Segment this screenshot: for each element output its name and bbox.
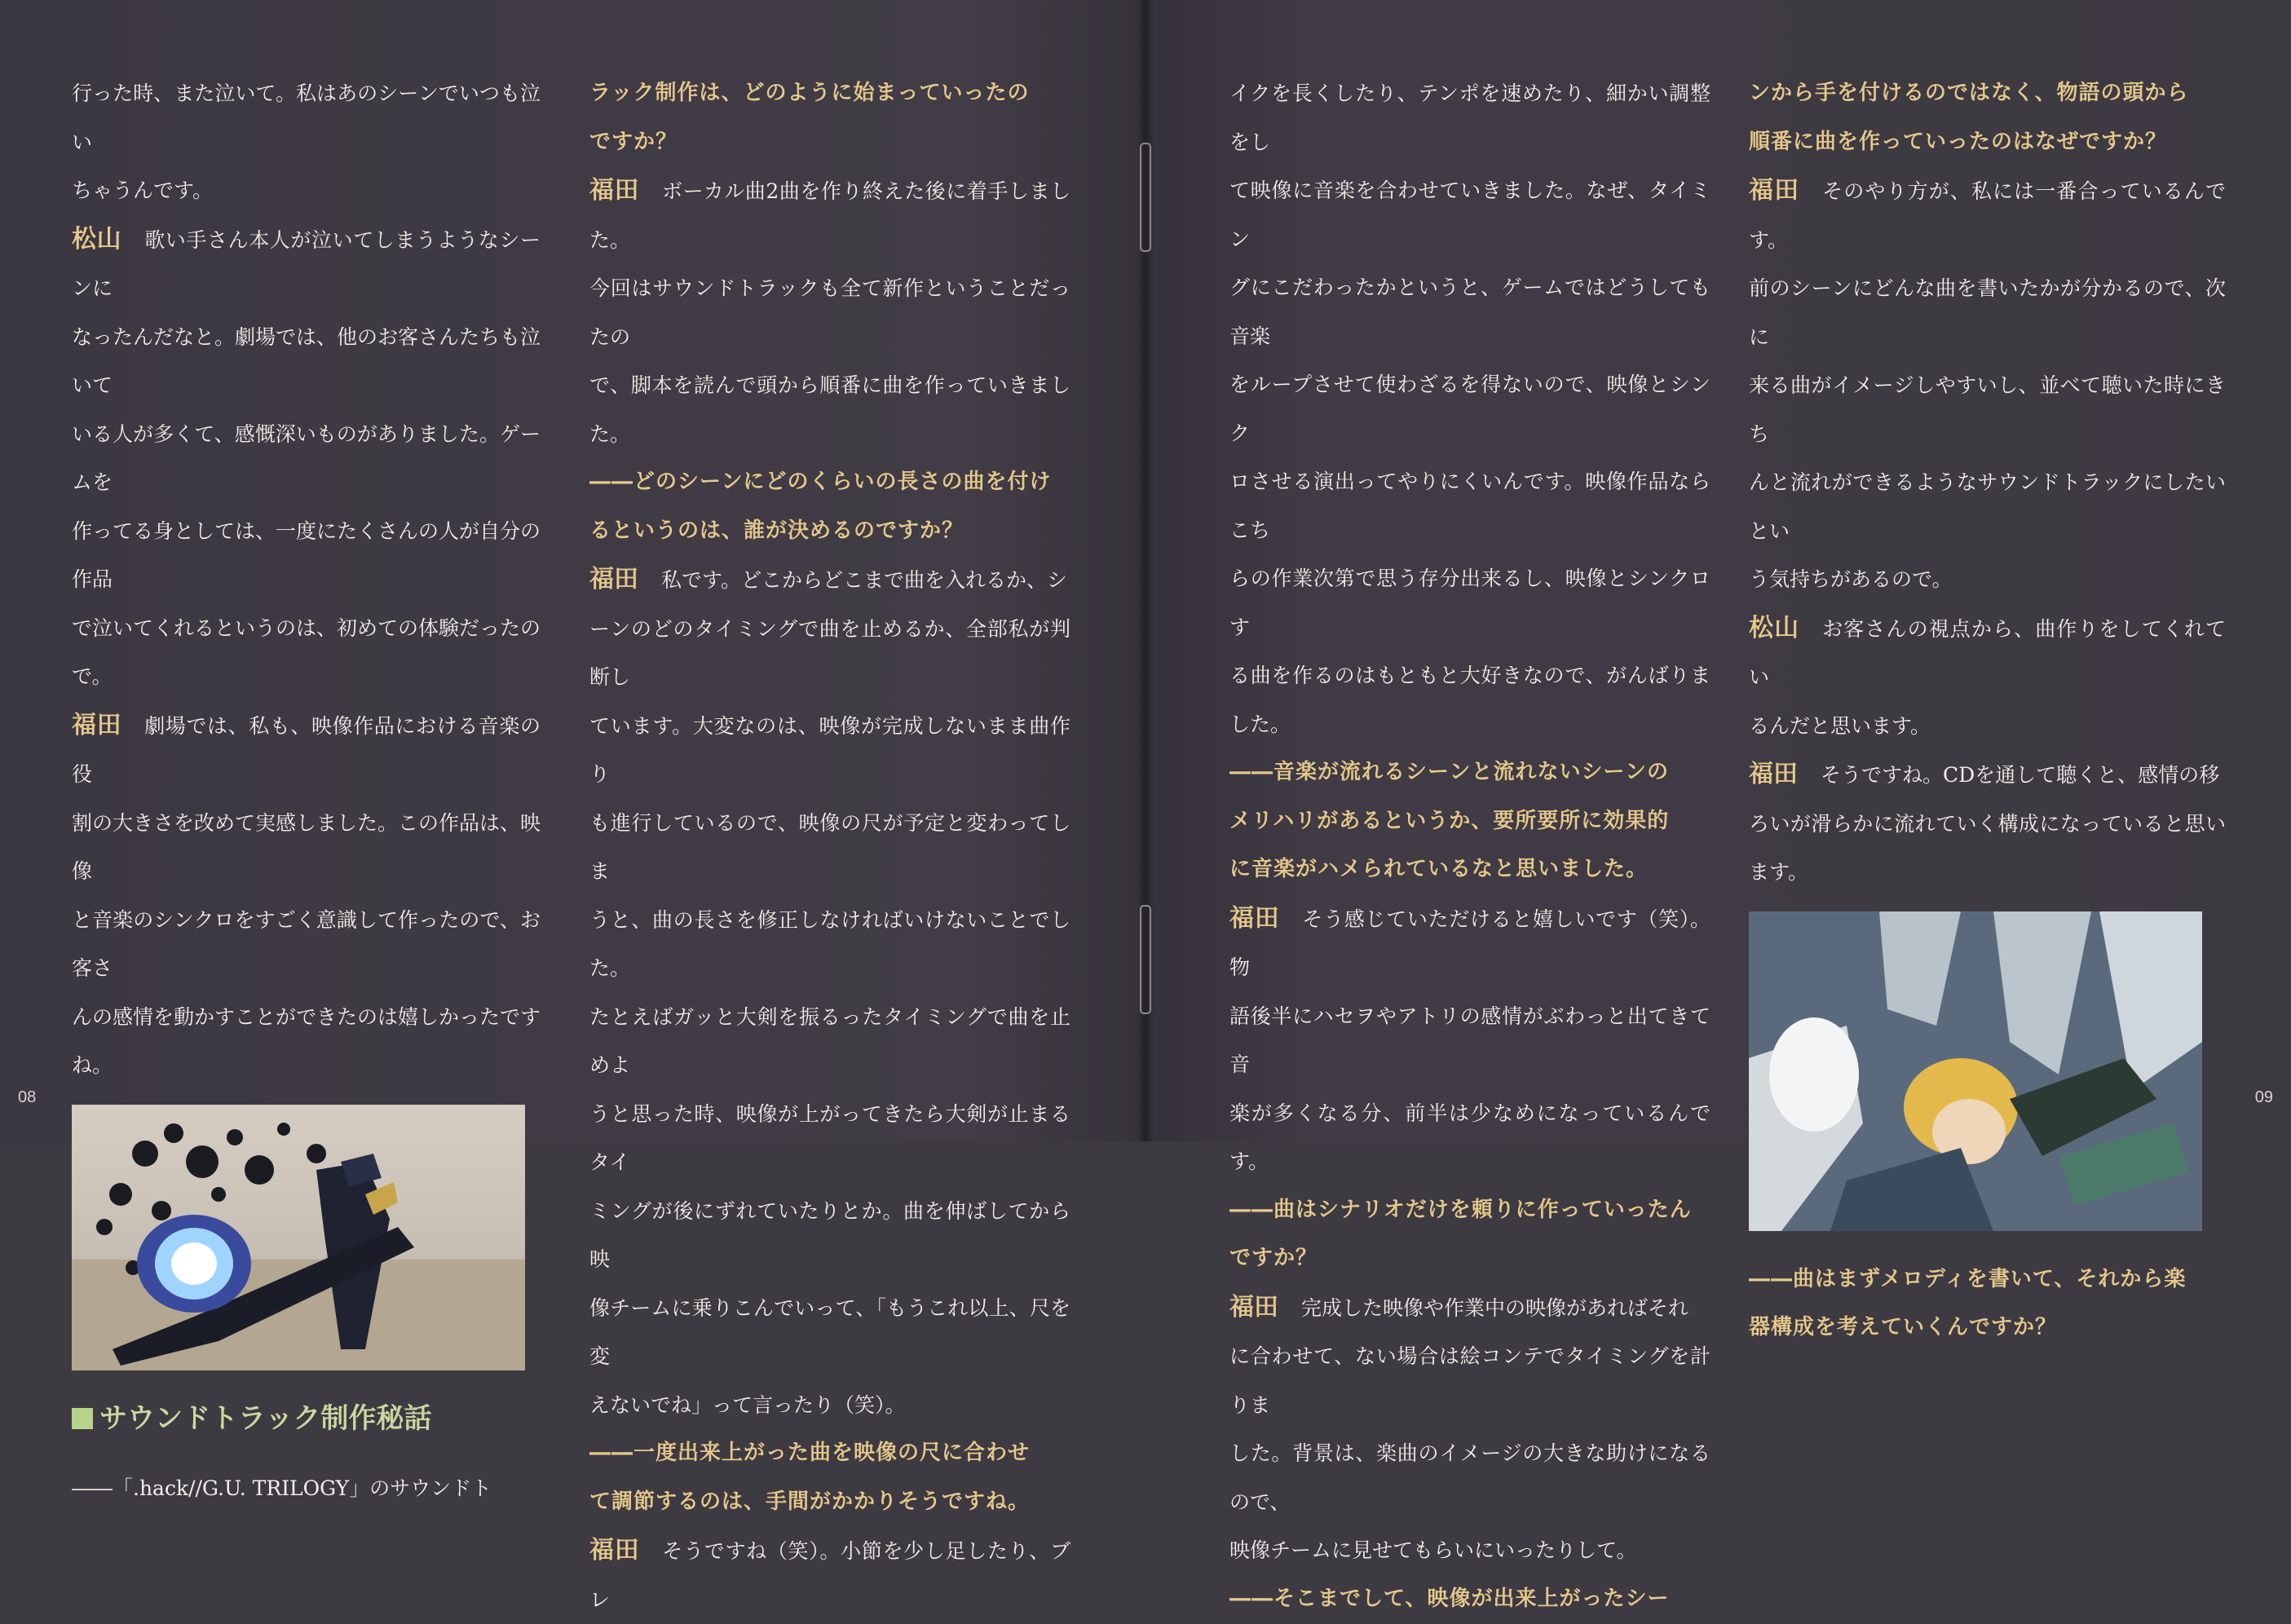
game-screenshot-sword	[72, 1105, 525, 1370]
question-soundtrack-start: ――「.hack//G.U. TRILOGY」のサウンドト	[72, 1476, 492, 1500]
right-column-2	[1749, 69, 2226, 1353]
paragraph-fukuda-4-cont: イクを長くしたり、テンポを速めたり、細かい調整をし て映像に音楽を合わせていきました。なぜ、タイミン グにこだわったかというと、ゲームではどうしても音楽 をループさせて使わざるを得ないので、映像とシンク ロさせる演出ってやりにくいんです。映像作品ならこち らの作業次第で思う存分出来るし、映像とシンクロす る曲を作るのはもともと大好きなので、がんばりました。	[1229, 82, 1711, 736]
paragraph-fukuda-4	[589, 1526, 1070, 1624]
game-screenshot-character	[1749, 911, 2202, 1231]
speaker-label: 福田	[589, 176, 640, 205]
speech-text: 劇場では、私も、映像作品における音楽の役 割の大きさを改めて実感しました。この作品は、映像 と音楽のシンクロをすごく意識して作ったので、お客さ んの感情を動かすことができたのは嬉しかったですね。	[72, 713, 541, 1077]
speaker-label: 松山	[72, 224, 122, 254]
section-title-soundtrack: サウンドトラック制作秘話	[72, 1395, 541, 1444]
speaker-label: 松山	[1749, 613, 1800, 642]
speech-text: ボーカル曲2曲を作り終えた後に着手しました。 今回はサウンドトラックも全て新作ということだったの で、脚本を読んで頭から順番に曲を作っていきました。	[589, 179, 1070, 446]
question-scenario: ――曲はシナリオだけを頼りに作っていったん ですか？	[1229, 1197, 1692, 1270]
left-column-1	[72, 69, 541, 1513]
speech-text: そうですね（笑）。小節を少し足したり、ブレ	[589, 1539, 1070, 1612]
sword-scene-illustration	[72, 1105, 525, 1370]
staple-top	[1140, 143, 1151, 252]
paragraph-matsuyama-1	[72, 215, 541, 701]
speaker-label: 福田	[1749, 176, 1800, 205]
paragraph-fukuda-7	[1749, 166, 2226, 604]
speech-text: 完成した映像や作業中の映像があればそれ に合わせて、ない場合は絵コンテでタイミングを計りま した。背景は、楽曲のイメージの大きな助けになるので、 映像チームに見せてもらいにいったりして。	[1229, 1295, 1711, 1562]
paragraph-fukuda-1	[72, 701, 541, 1090]
paragraph-matsuyama-2	[1749, 604, 2226, 751]
question-soundtrack-start-cont: ラック制作は、どのように始まっていったの ですか？	[589, 81, 1030, 154]
speech-text: そうですね。CDを通して聴くと、感情の移 ろいが滑らかに流れていく構成になっていると思います。	[1749, 763, 2226, 884]
paragraph-fukuda-6	[1229, 1283, 1711, 1575]
square-bullet-icon	[72, 1408, 93, 1429]
question-music-placement: ――音楽が流れるシーンと流れないシーンの メリハリがあるというか、要所要所に効果的 に音楽がハメられているなと思いました。	[1229, 760, 1670, 881]
speaker-label: 福田	[589, 565, 638, 594]
paragraph-fukuda-2	[589, 166, 1070, 458]
speech-text: そのやり方が、私には一番合っているんです。 前のシーンにどんな曲を書いたかが分かるので、次に 来る曲がイメージしやすいし、並べて聴いた時にきち んと流れができるようなサウンドトラックにしたいとい う気持ちがあるので。	[1749, 179, 2226, 591]
question-order-cont: ンから手を付けるのではなく、物語の頭から 順番に曲を作っていったのはなぜですか？	[1749, 81, 2189, 154]
speaker-label: 福田	[1229, 1292, 1278, 1322]
question-adjusting: ――一度出来上がった曲を映像の尺に合わせ て調節するのは、手間がかかりそうですね。	[589, 1441, 1031, 1514]
speaker-label: 福田	[1229, 903, 1280, 933]
paragraph-fukuda-3	[589, 555, 1070, 1429]
paragraph-fukuda-8	[1749, 750, 2226, 897]
right-column-1	[1229, 69, 1711, 1623]
speech-text: お客さんの視点から、曲作りをしてくれてい るんだと思います。	[1749, 616, 2226, 738]
left-page	[0, 0, 1146, 1612]
question-who-decides: ――どのシーンにどのくらいの長さの曲を付け るというのは、誰が決めるのですか？	[589, 470, 1052, 543]
paragraph-fukuda-5	[1229, 894, 1711, 1186]
question-order: ――そこまでして、映像が出来上がったシー	[1229, 1586, 1670, 1611]
speech-text: そう感じていただけると嬉しいです（笑）。物 語後半にハセヲやアトリの感情がぶわっと出てきて音 楽が多くなる分、前半は少なめになっているんです。	[1229, 907, 1711, 1173]
page-number-right: 09	[2254, 1088, 2273, 1106]
paragraph-intro: 行った時、また泣いて。私はあのシーンでいつも泣い ちゃうんです。	[72, 82, 541, 202]
speaker-label: 福田	[589, 1536, 640, 1564]
page-number-left: 08	[18, 1088, 37, 1106]
speech-text: 歌い手さん本人が泣いてしまうようなシーンに なったんだなと。劇場では、他のお客さんたちも泣いて いる人が多くて、感慨深いものがありました。ゲームを 作ってる身としては、一度にたくさんの人が自分の作品 で泣いてくれるというのは、初めての体験だったので。	[72, 227, 541, 688]
staple-bottom	[1140, 905, 1151, 1014]
speaker-label: 福田	[1749, 760, 1798, 788]
question-melody-first: ――曲はまずメロディを書いて、それから楽 器構成を考えていくんですか？	[1749, 1266, 2187, 1339]
speaker-label: 福田	[72, 710, 122, 739]
speech-text: 私です。どこからどこまで曲を入れるか、シ ーンのどのタイミングで曲を止めるか、全部私が判断し ています。大変なのは、映像が完成しないまま曲作り も進行しているので、映像の尺が予定と変わってしま うと、曲の長さを修正しなければいけないことでした。 たとえばガッと大剣を振るったタイミングで曲を止めよ うと思った時、映像が上がってきたら大剣が止まるタイ ミングが後にずれていたりとか。曲を伸ばしてから映 像チームに乗りこんでいって、「もうこれ以上、尺を変 えないでね」って言ったり（笑）。	[589, 568, 1070, 1417]
character-scene-illustration	[1749, 911, 2202, 1231]
left-column-2	[589, 69, 1070, 1624]
